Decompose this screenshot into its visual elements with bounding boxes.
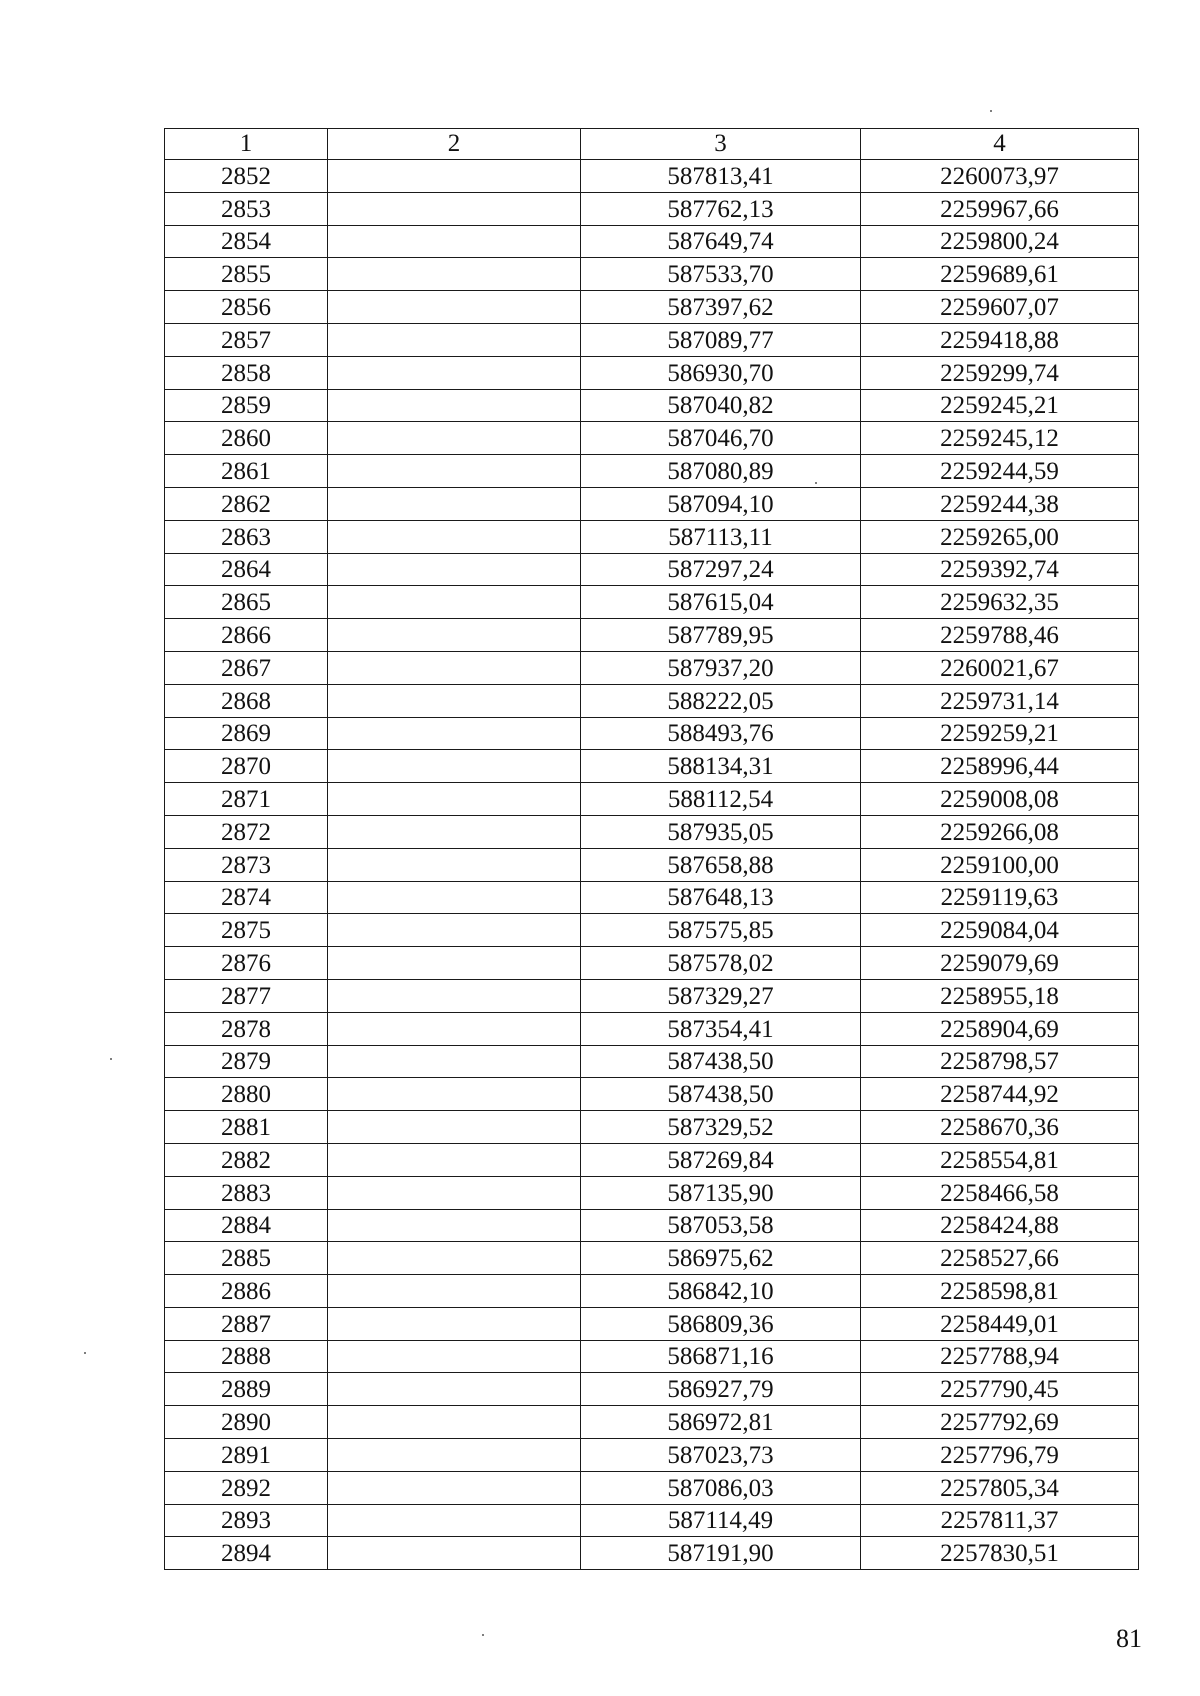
table-cell-col-4: 2258670,36 [861, 1111, 1139, 1144]
table-cell-col-1: 2867 [165, 651, 328, 684]
table-cell-col-1: 2868 [165, 684, 328, 717]
table-cell-col-1: 2853 [165, 192, 328, 225]
table-cell-col-4: 2259245,21 [861, 389, 1139, 422]
table-cell-col-1: 2884 [165, 1209, 328, 1242]
table-cell-col-4: 2259607,07 [861, 291, 1139, 324]
table-row [165, 487, 1139, 520]
table-cell-col-2 [328, 389, 581, 422]
table-row [165, 323, 1139, 356]
table-cell-col-3: 587114,49 [581, 1504, 861, 1537]
table-cell-col-4: 2257796,79 [861, 1439, 1139, 1472]
table-cell-col-3: 586927,79 [581, 1373, 861, 1406]
table-cell-col-1: 2872 [165, 815, 328, 848]
table-row [165, 1012, 1139, 1045]
table-cell-col-1: 2864 [165, 553, 328, 586]
table-cell-col-1: 2857 [165, 323, 328, 356]
table-cell-col-1: 2870 [165, 750, 328, 783]
table-row [165, 1471, 1139, 1504]
table-cell-col-3: 587354,41 [581, 1012, 861, 1045]
table-cell-col-3: 587649,74 [581, 225, 861, 258]
header-col-4: 4 [861, 129, 1139, 160]
table-body [165, 160, 1139, 1570]
table-cell-col-4: 2260073,97 [861, 160, 1139, 193]
table-cell-col-1: 2881 [165, 1111, 328, 1144]
table-cell-col-2 [328, 1012, 581, 1045]
table-cell-col-2 [328, 1504, 581, 1537]
table-cell-col-1: 2885 [165, 1242, 328, 1275]
table-cell-col-2 [328, 651, 581, 684]
table-cell-col-2 [328, 619, 581, 652]
table-cell-col-2 [328, 848, 581, 881]
table-cell-col-3: 587789,95 [581, 619, 861, 652]
table-cell-col-3: 587135,90 [581, 1176, 861, 1209]
table-cell-col-1: 2852 [165, 160, 328, 193]
table-cell-col-3: 587533,70 [581, 258, 861, 291]
table-cell-col-1: 2892 [165, 1471, 328, 1504]
table-cell-col-2 [328, 160, 581, 193]
table-cell-col-4: 2257830,51 [861, 1537, 1139, 1570]
table-row [165, 1504, 1139, 1537]
table-cell-col-3: 587094,10 [581, 487, 861, 520]
table-cell-col-2 [328, 1045, 581, 1078]
table-cell-col-4: 2258527,66 [861, 1242, 1139, 1275]
table-cell-col-1: 2875 [165, 914, 328, 947]
scan-speck [110, 1058, 112, 1060]
table-cell-col-3: 587438,50 [581, 1045, 861, 1078]
table-row [165, 553, 1139, 586]
table-cell-col-1: 2866 [165, 619, 328, 652]
table-cell-col-2 [328, 1340, 581, 1373]
table-cell-col-4: 2257805,34 [861, 1471, 1139, 1504]
table-cell-col-4: 2259299,74 [861, 356, 1139, 389]
table-cell-col-1: 2856 [165, 291, 328, 324]
table-cell-col-4: 2259244,59 [861, 455, 1139, 488]
table-cell-col-2 [328, 979, 581, 1012]
header-col-3: 3 [581, 129, 861, 160]
table-cell-col-1: 2886 [165, 1275, 328, 1308]
table-row [165, 192, 1139, 225]
table-cell-col-3: 586842,10 [581, 1275, 861, 1308]
table-cell-col-3: 587089,77 [581, 323, 861, 356]
table-cell-col-1: 2891 [165, 1439, 328, 1472]
header-col-1: 1 [165, 129, 328, 160]
table-cell-col-2 [328, 586, 581, 619]
table-cell-col-4: 2259119,63 [861, 881, 1139, 914]
table-cell-col-3: 587329,27 [581, 979, 861, 1012]
table-cell-col-3: 588493,76 [581, 717, 861, 750]
table-cell-col-4: 2258424,88 [861, 1209, 1139, 1242]
table-cell-col-3: 587937,20 [581, 651, 861, 684]
table-cell-col-2 [328, 1439, 581, 1472]
table-cell-col-2 [328, 455, 581, 488]
table-row [165, 1111, 1139, 1144]
table-row [165, 651, 1139, 684]
table-cell-col-1: 2890 [165, 1406, 328, 1439]
table-cell-col-2 [328, 914, 581, 947]
table-cell-col-3: 586930,70 [581, 356, 861, 389]
table-cell-col-3: 587397,62 [581, 291, 861, 324]
table-cell-col-4: 2258598,81 [861, 1275, 1139, 1308]
table-row [165, 881, 1139, 914]
table-cell-col-1: 2858 [165, 356, 328, 389]
table-cell-col-2 [328, 1209, 581, 1242]
table-cell-col-3: 588112,54 [581, 783, 861, 816]
table-cell-col-3: 587023,73 [581, 1439, 861, 1472]
table-cell-col-2 [328, 783, 581, 816]
table-cell-col-1: 2882 [165, 1143, 328, 1176]
table-row [165, 815, 1139, 848]
table-cell-col-4: 2258904,69 [861, 1012, 1139, 1045]
table-row [165, 455, 1139, 488]
table-cell-col-4: 2259259,21 [861, 717, 1139, 750]
table-cell-col-2 [328, 1373, 581, 1406]
table-cell-col-2 [328, 422, 581, 455]
table-cell-col-3: 587658,88 [581, 848, 861, 881]
scan-speck [815, 482, 817, 484]
table-cell-col-1: 2871 [165, 783, 328, 816]
table-cell-col-3: 587762,13 [581, 192, 861, 225]
table-cell-col-2 [328, 684, 581, 717]
table-cell-col-3: 587113,11 [581, 520, 861, 553]
table-cell-col-3: 588222,05 [581, 684, 861, 717]
table-cell-col-1: 2876 [165, 947, 328, 980]
table-cell-col-4: 2259100,00 [861, 848, 1139, 881]
table-cell-col-4: 2258798,57 [861, 1045, 1139, 1078]
table-row [165, 586, 1139, 619]
table-row [165, 225, 1139, 258]
table-cell-col-4: 2259265,00 [861, 520, 1139, 553]
table-row [165, 1176, 1139, 1209]
table-cell-col-3: 587615,04 [581, 586, 861, 619]
table-row [165, 979, 1139, 1012]
table-cell-col-1: 2888 [165, 1340, 328, 1373]
table-cell-col-2 [328, 1111, 581, 1144]
table-cell-col-2 [328, 1143, 581, 1176]
table-cell-col-1: 2855 [165, 258, 328, 291]
table-cell-col-2 [328, 225, 581, 258]
table-cell-col-3: 587648,13 [581, 881, 861, 914]
table-cell-col-1: 2860 [165, 422, 328, 455]
table-row [165, 356, 1139, 389]
table-cell-col-1: 2880 [165, 1078, 328, 1111]
table-cell-col-2 [328, 553, 581, 586]
table-cell-col-4: 2259418,88 [861, 323, 1139, 356]
table-cell-col-3: 586809,36 [581, 1307, 861, 1340]
table-row [165, 619, 1139, 652]
table-cell-col-4: 2259800,24 [861, 225, 1139, 258]
table-cell-col-3: 586972,81 [581, 1406, 861, 1439]
table-cell-col-1: 2887 [165, 1307, 328, 1340]
table-row [165, 1143, 1139, 1176]
table-cell-col-4: 2257790,45 [861, 1373, 1139, 1406]
table-cell-col-4: 2259244,38 [861, 487, 1139, 520]
table-cell-col-4: 2259632,35 [861, 586, 1139, 619]
scan-speck [482, 1634, 484, 1636]
table-row [165, 389, 1139, 422]
table-cell-col-3: 587578,02 [581, 947, 861, 980]
table-cell-col-1: 2862 [165, 487, 328, 520]
table-cell-col-3: 587046,70 [581, 422, 861, 455]
coordinates-table [164, 128, 1139, 1570]
table-row [165, 1537, 1139, 1570]
table-row [165, 1209, 1139, 1242]
table-cell-col-2 [328, 1242, 581, 1275]
table-cell-col-4: 2258955,18 [861, 979, 1139, 1012]
table-cell-col-4: 2259392,74 [861, 553, 1139, 586]
table-cell-col-4: 2259084,04 [861, 914, 1139, 947]
table-row [165, 1045, 1139, 1078]
table-cell-col-3: 586871,16 [581, 1340, 861, 1373]
table-row [165, 848, 1139, 881]
table-cell-col-3: 587813,41 [581, 160, 861, 193]
table-cell-col-3: 587438,50 [581, 1078, 861, 1111]
table-cell-col-3: 587297,24 [581, 553, 861, 586]
table-row [165, 1307, 1139, 1340]
table-cell-col-4: 2259967,66 [861, 192, 1139, 225]
table-cell-col-1: 2893 [165, 1504, 328, 1537]
table-row [165, 258, 1139, 291]
table-cell-col-2 [328, 1307, 581, 1340]
table-row [165, 1373, 1139, 1406]
table-cell-col-3: 587575,85 [581, 914, 861, 947]
table-cell-col-3: 587053,58 [581, 1209, 861, 1242]
table-cell-col-1: 2889 [165, 1373, 328, 1406]
table-cell-col-3: 587191,90 [581, 1537, 861, 1570]
table-cell-col-1: 2894 [165, 1537, 328, 1570]
table-cell-col-2 [328, 291, 581, 324]
table-cell-col-2 [328, 717, 581, 750]
table-row [165, 1406, 1139, 1439]
table-cell-col-4: 2258744,92 [861, 1078, 1139, 1111]
table-cell-col-2 [328, 1406, 581, 1439]
header-row [165, 129, 1139, 160]
table-row [165, 422, 1139, 455]
table-cell-col-2 [328, 815, 581, 848]
table-row [165, 160, 1139, 193]
table-cell-col-2 [328, 1471, 581, 1504]
table-row [165, 1242, 1139, 1275]
table-cell-col-2 [328, 323, 581, 356]
table-cell-col-1: 2863 [165, 520, 328, 553]
table-cell-col-2 [328, 258, 581, 291]
table-row [165, 914, 1139, 947]
table-cell-col-4: 2259245,12 [861, 422, 1139, 455]
table-cell-col-4: 2259788,46 [861, 619, 1139, 652]
header-col-2: 2 [328, 129, 581, 160]
table-cell-col-3: 587329,52 [581, 1111, 861, 1144]
table-row [165, 947, 1139, 980]
table-cell-col-2 [328, 356, 581, 389]
table-cell-col-3: 586975,62 [581, 1242, 861, 1275]
table-cell-col-1: 2861 [165, 455, 328, 488]
table-cell-col-3: 588134,31 [581, 750, 861, 783]
table-row [165, 783, 1139, 816]
table-cell-col-3: 587269,84 [581, 1143, 861, 1176]
table-cell-col-1: 2878 [165, 1012, 328, 1045]
page-number: 81 [1116, 1624, 1142, 1653]
table-cell-col-3: 587040,82 [581, 389, 861, 422]
table-cell-col-1: 2869 [165, 717, 328, 750]
table-cell-col-4: 2259266,08 [861, 815, 1139, 848]
scan-speck [84, 1352, 86, 1354]
table-cell-col-2 [328, 192, 581, 225]
table-cell-col-4: 2258554,81 [861, 1143, 1139, 1176]
table-cell-col-2 [328, 1176, 581, 1209]
table-cell-col-1: 2874 [165, 881, 328, 914]
table-cell-col-2 [328, 881, 581, 914]
table-cell-col-1: 2883 [165, 1176, 328, 1209]
table-cell-col-4: 2257792,69 [861, 1406, 1139, 1439]
table-cell-col-2 [328, 947, 581, 980]
table-row [165, 1275, 1139, 1308]
table-cell-col-1: 2873 [165, 848, 328, 881]
table-row [165, 1439, 1139, 1472]
scan-speck [990, 110, 992, 112]
table-cell-col-1: 2877 [165, 979, 328, 1012]
table-cell-col-3: 587935,05 [581, 815, 861, 848]
table-cell-col-2 [328, 1078, 581, 1111]
table-cell-col-1: 2879 [165, 1045, 328, 1078]
table-cell-col-4: 2259731,14 [861, 684, 1139, 717]
table-cell-col-1: 2865 [165, 586, 328, 619]
table-row [165, 750, 1139, 783]
table-row [165, 1078, 1139, 1111]
table-cell-col-4: 2258449,01 [861, 1307, 1139, 1340]
table-cell-col-4: 2257811,37 [861, 1504, 1139, 1537]
table-cell-col-2 [328, 487, 581, 520]
table-row [165, 717, 1139, 750]
table-row [165, 684, 1139, 717]
table-cell-col-1: 2854 [165, 225, 328, 258]
table-row [165, 520, 1139, 553]
table-cell-col-4: 2258466,58 [861, 1176, 1139, 1209]
table-cell-col-3: 587086,03 [581, 1471, 861, 1504]
table-cell-col-4: 2259689,61 [861, 258, 1139, 291]
table-header [165, 129, 1139, 160]
table-cell-col-2 [328, 1537, 581, 1570]
table-cell-col-2 [328, 750, 581, 783]
table-cell-col-2 [328, 1275, 581, 1308]
table-cell-col-4: 2259079,69 [861, 947, 1139, 980]
table-cell-col-4: 2259008,08 [861, 783, 1139, 816]
table-row [165, 1340, 1139, 1373]
table-cell-col-1: 2859 [165, 389, 328, 422]
table-cell-col-4: 2260021,67 [861, 651, 1139, 684]
table-cell-col-3: 587080,89 [581, 455, 861, 488]
table-row [165, 291, 1139, 324]
table-cell-col-4: 2258996,44 [861, 750, 1139, 783]
table-cell-col-2 [328, 520, 581, 553]
table-cell-col-4: 2257788,94 [861, 1340, 1139, 1373]
